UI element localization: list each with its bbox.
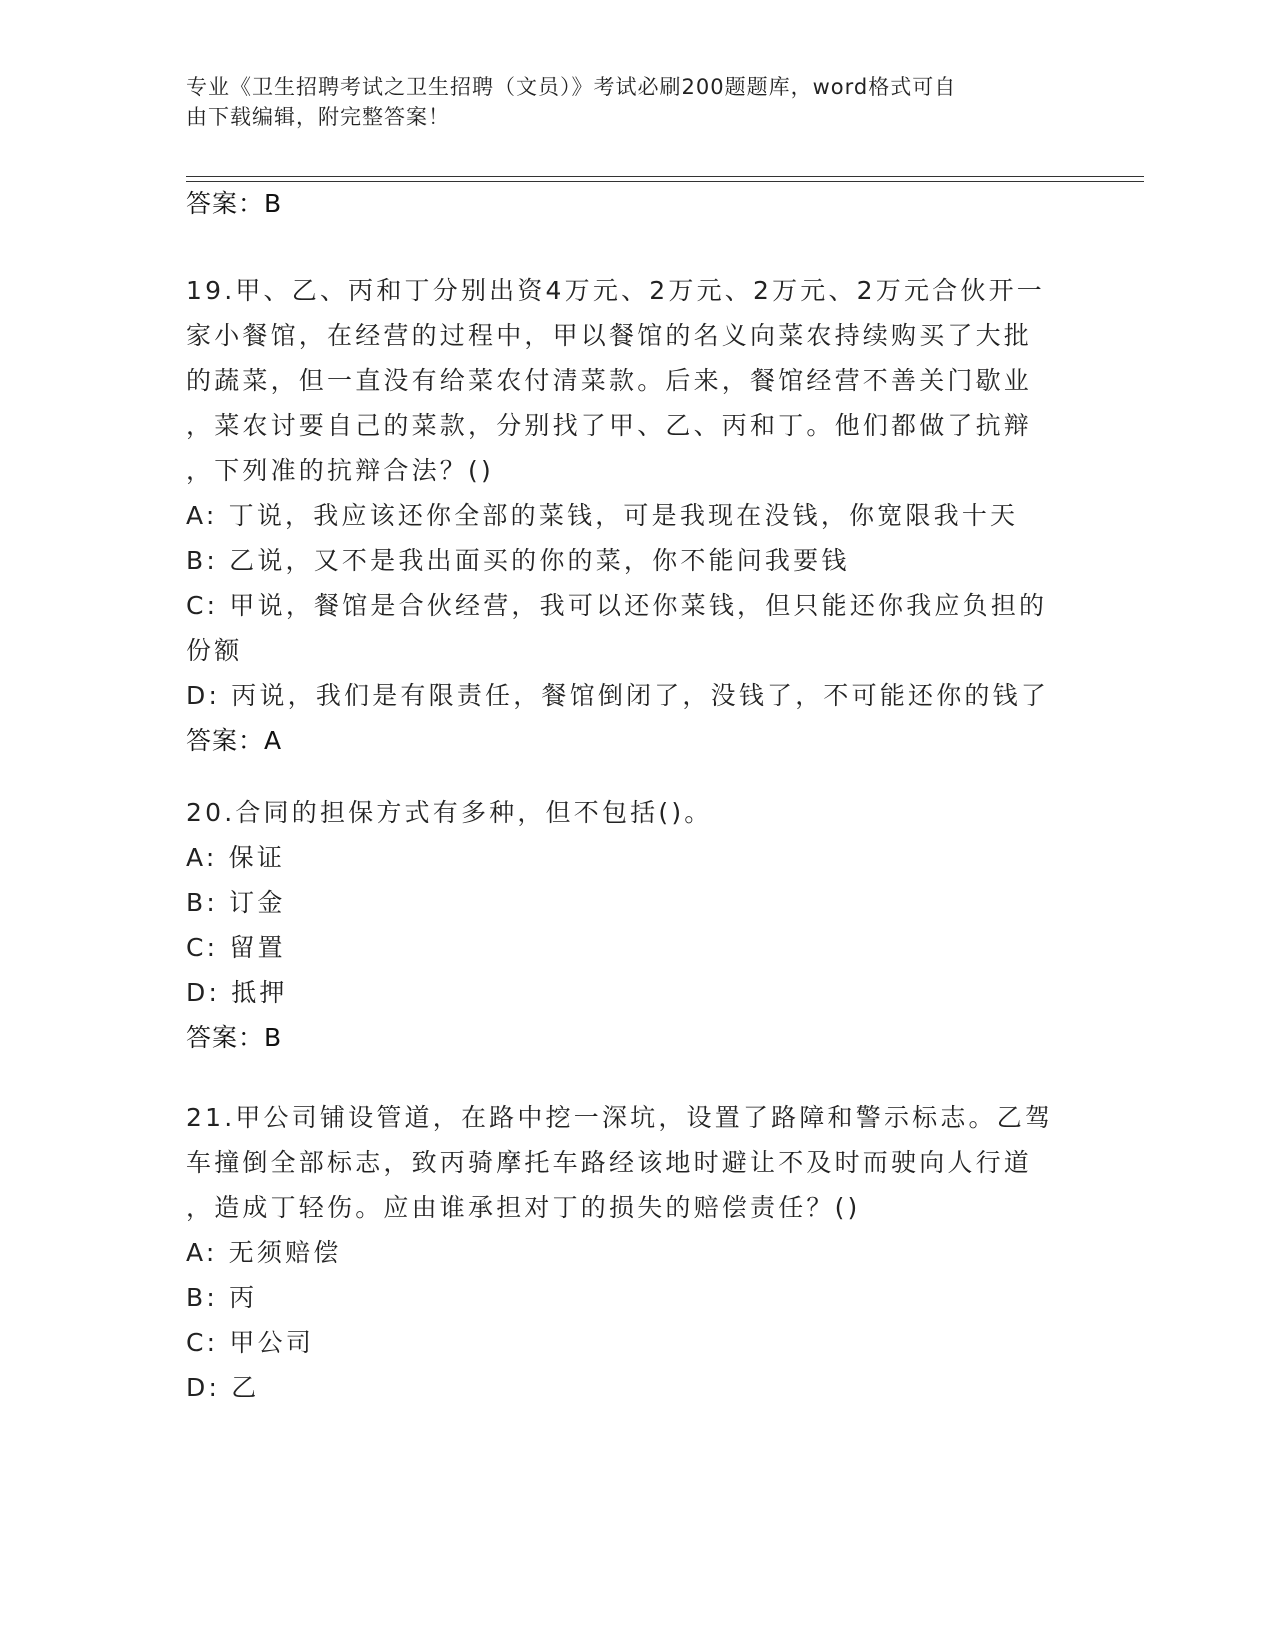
question-20-option-c: C: 留置 <box>186 933 286 962</box>
question-20-option-b: B: 订金 <box>186 888 286 917</box>
question-21-option-b: B: 丙 <box>186 1283 258 1312</box>
question-21-line-1: 21.甲公司铺设管道，在路中挖一深坑，设置了路障和警示标志。乙驾 <box>186 1103 1054 1132</box>
question-21-option-c: C: 甲公司 <box>186 1328 315 1357</box>
question-21-line-2: 车撞倒全部标志，致丙骑摩托车路经该地时避让不及时而驶向人行道 <box>186 1148 1033 1177</box>
answer-18: 答案：B <box>186 189 283 218</box>
question-21-line-3: ，造成丁轻伤。应由谁承担对丁的损失的赔偿责任？() <box>186 1193 861 1222</box>
question-20 <box>186 790 1086 1060</box>
question-19-option-c: C: 甲说，餐馆是合伙经营，我可以还你菜钱，但只能还你我应负担的 <box>186 591 1048 620</box>
question-19 <box>186 268 1086 763</box>
question-21-option-a: A: 无须赔偿 <box>186 1238 342 1267</box>
question-19-line-3: 的蔬菜，但一直没有给菜农付清菜款。后来，餐馆经营不善关门歇业 <box>186 366 1033 395</box>
header-line-2: 由下载编辑，附完整答案！ <box>186 105 450 129</box>
page-header <box>186 72 1066 132</box>
question-19-line-4: ，菜农讨要自己的菜款，分别找了甲、乙、丙和丁。他们都做了抗辩 <box>186 411 1033 440</box>
header-line-1: 专业《卫生招聘考试之卫生招聘（文员）》考试必刷200题题库，word格式可自 <box>186 75 957 99</box>
question-21 <box>186 1095 1086 1410</box>
question-19-option-b: B: 乙说，又不是我出面买的你的菜，你不能问我要钱 <box>186 546 850 575</box>
question-19-option-d: D: 丙说，我们是有限责任，餐馆倒闭了，没钱了，不可能还你的钱了 <box>186 681 1050 710</box>
question-19-option-a: A: 丁说，我应该还你全部的菜钱，可是我现在没钱，你宽限我十天 <box>186 501 1019 530</box>
prev-answer-block <box>186 181 1086 226</box>
question-21-option-d: D: 乙 <box>186 1373 260 1402</box>
question-20-option-d: D: 抵押 <box>186 978 288 1007</box>
question-19-line-1: 19.甲、乙、丙和丁分别出资4万元、2万元、2万元、2万元合伙开一 <box>186 276 1045 305</box>
question-19-line-2: 家小餐馆，在经营的过程中，甲以餐馆的名义向菜农持续购买了大批 <box>186 321 1033 350</box>
header-rule-top <box>186 176 1144 177</box>
question-20-option-a: A: 保证 <box>186 843 286 872</box>
question-19-line-5: ，下列准的抗辩合法？() <box>186 456 494 485</box>
question-20-stem: 20.合同的担保方式有多种，但不包括()。 <box>186 798 713 827</box>
question-19-option-c-cont: 份额 <box>186 636 243 665</box>
answer-19: 答案：A <box>186 726 283 755</box>
answer-20: 答案：B <box>186 1023 283 1052</box>
